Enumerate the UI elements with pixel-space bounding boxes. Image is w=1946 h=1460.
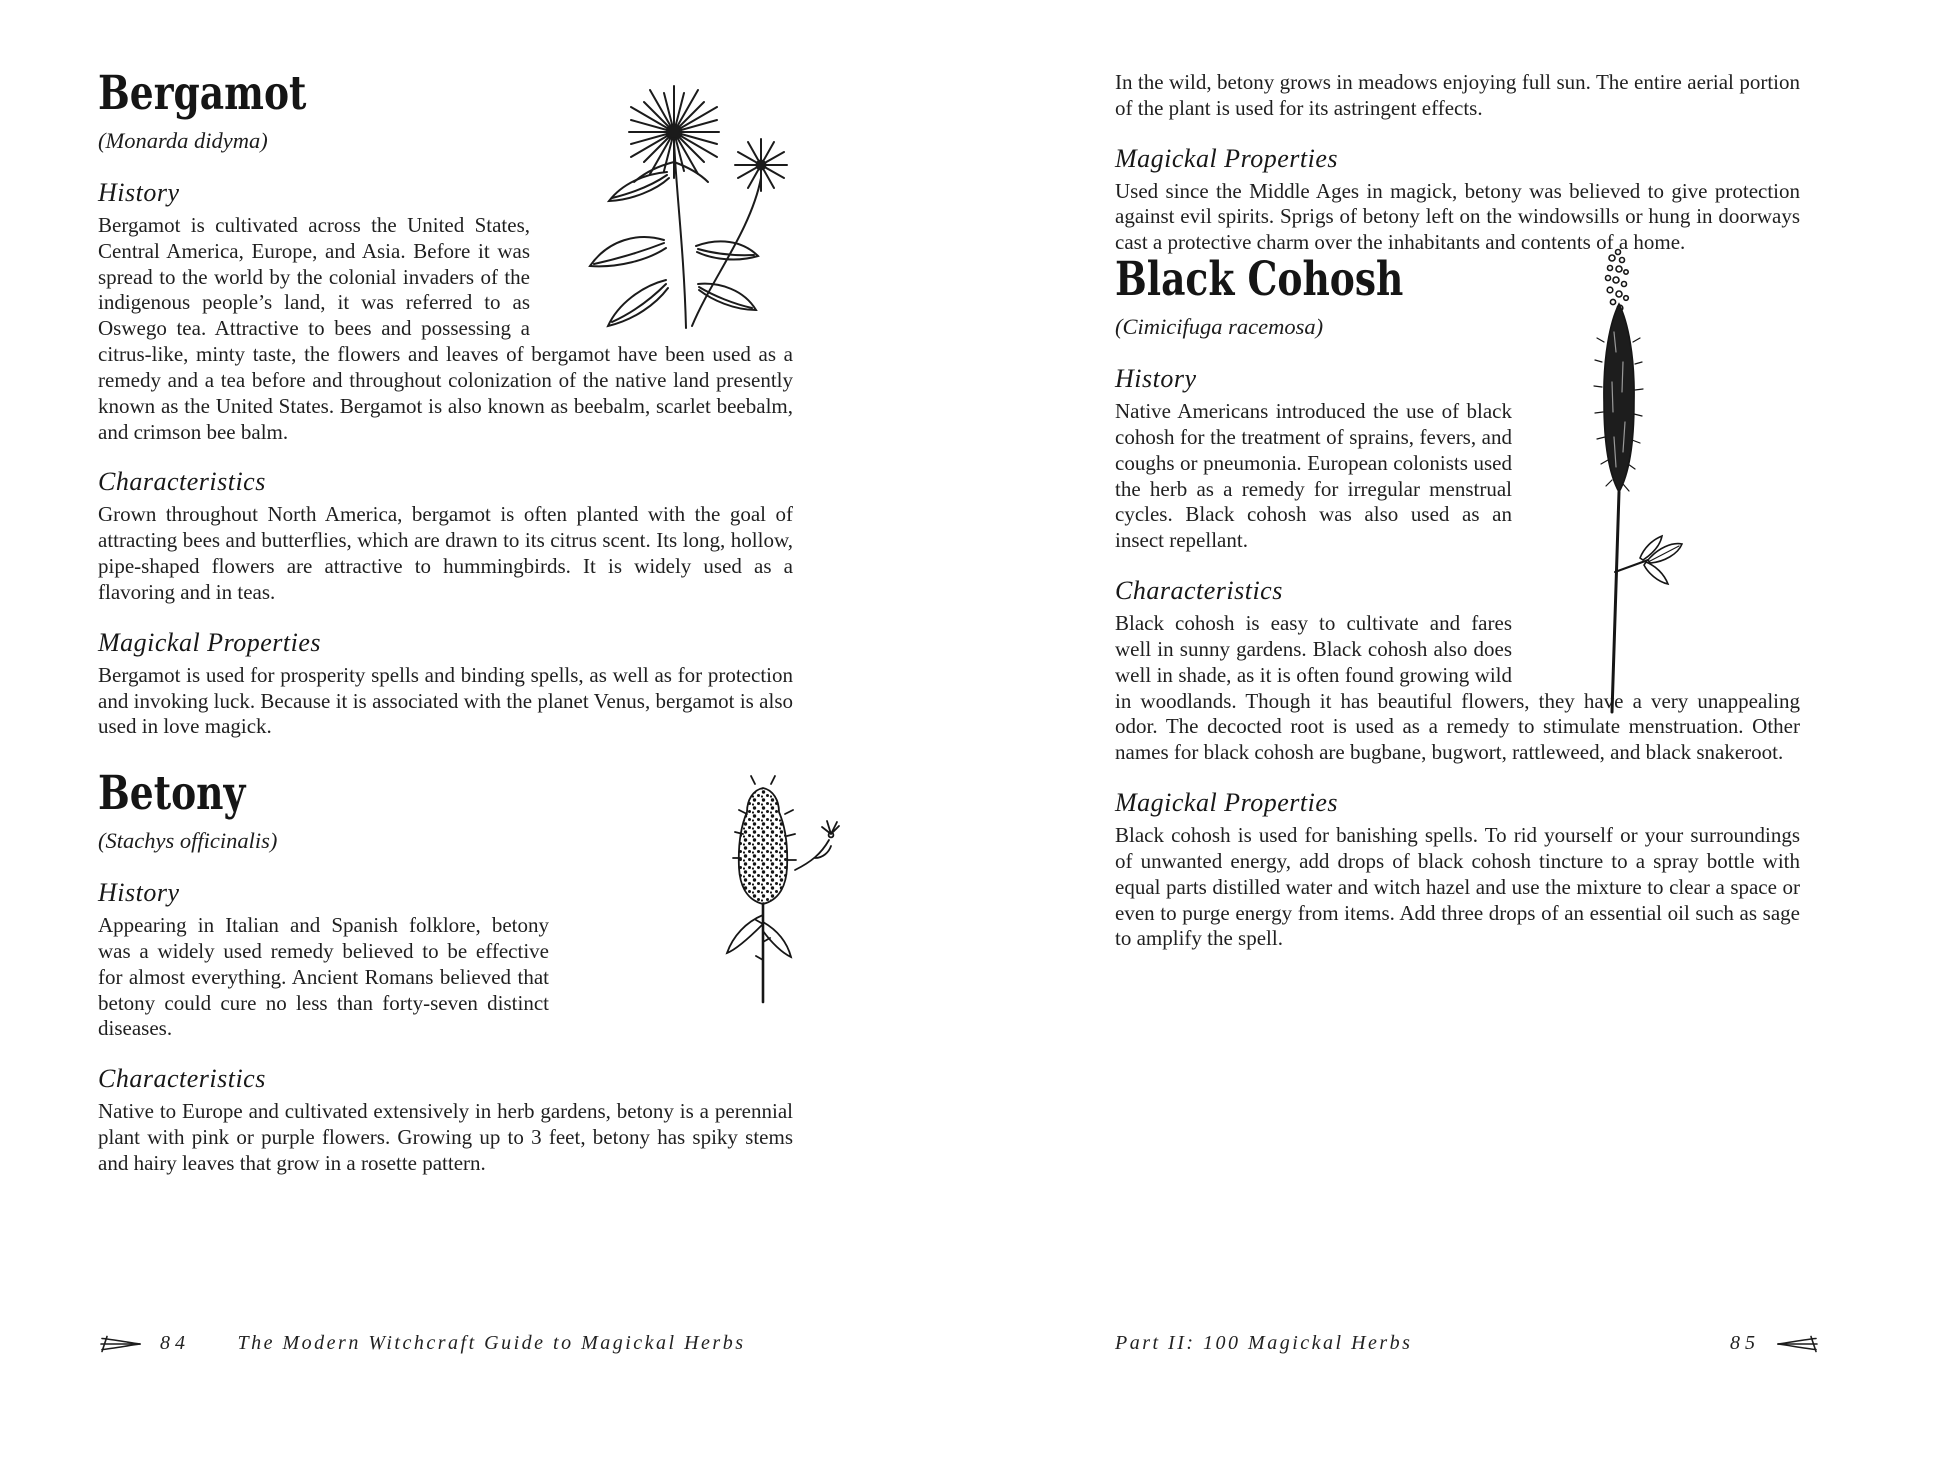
section-heading-characteristics: Characteristics — [98, 1064, 266, 1094]
history-text: Bergamot is cultivated across the United States, Central America, Europe, and Asia. Before it was spread to the world by the colonial invaders of the indigenous people’s land, it was referred to as Oswego tea. Attractive to bees and possessing a citrus-like, minty taste, the flowers and leaves of bergamot have been used as a remedy and a tea before and throughout colonization of the native land presently known as the United States. Bergamot is also known as beebalm, scarlet beebalm, and crimson bee balm. — [98, 212, 793, 444]
running-title: The Modern Witchcraft Guide to Magickal Herbs — [237, 1332, 746, 1354]
feathered-arrow-left-icon — [1774, 1335, 1820, 1353]
black-cohosh-illustration — [1524, 256, 1824, 664]
black-cohosh-raceme-icon — [1540, 242, 1690, 722]
herb-title: Bergamot — [98, 66, 307, 121]
history-text: Appearing in Italian and Spanish folklore, betony was a widely used remedy believed to be effective for almost everything. Ancient Romans believed that betony could cure no less than forty-seven distinct diseases. — [98, 913, 549, 1041]
betony-entry-continued — [1115, 70, 1800, 256]
characteristics-continuation-text: In the wild, betony grows in meadows enjoying full sun. The entire aerial portion of the plant is used for its astringent effects. — [1115, 70, 1800, 120]
history-text: Native Americans introduced the use of black cohosh for the treatment of sprains, fevers, and coughs or pneumonia. European colonists used the herb as a remedy for irregular menstrual cycles. Black cohosh was also used as an insect repellant. — [1115, 399, 1512, 553]
section-heading-characteristics: Characteristics — [98, 467, 266, 497]
herb-entry-black-cohosh — [1115, 252, 1800, 952]
left-page-footer — [98, 1332, 793, 1355]
section-heading-magickal-properties: Magickal Properties — [1115, 788, 1338, 818]
feathered-arrow-right-icon — [98, 1335, 144, 1353]
page-number: 84 — [160, 1332, 190, 1354]
characteristics-text: Black cohosh is easy to cultivate and fares well in sunny gardens. Black cohosh also does well in shade, as it is often found growing wild in woodlands. Though it has beautiful flowers, they have a very unappealing odor. The decocted root is used as a remedy to stimulate menstruation. Other names for black cohosh are bugbane, bugwort, rattleweed, and black snakeroot. — [1115, 611, 1800, 765]
right-page-footer — [1115, 1332, 1820, 1355]
page-85 — [973, 0, 1946, 1460]
section-heading-magickal-properties: Magickal Properties — [1115, 143, 1338, 173]
herb-entry-betony — [98, 766, 793, 1177]
running-title: Part II: 100 Magickal Herbs — [1115, 1332, 1413, 1354]
section-heading-characteristics: Characteristics — [1115, 576, 1283, 606]
section-heading-magickal-properties: Magickal Properties — [98, 627, 321, 657]
herb-title: Betony — [98, 766, 246, 822]
page-number: 85 — [1730, 1332, 1760, 1354]
magickal-properties-text: Bergamot is used for prosperity spells and binding spells, as well as for protection and invoking luck. Because it is associated with the planet Venus, bergamot is also used in love magick. — [98, 662, 793, 739]
characteristics-text: Native to Europe and cultivated extensively in herb gardens, betony is a perennial plant with pink or purple flowers. Growing up to 3 feet, betony has spiky stems and hairy leaves that grow in a rosette pattern. — [98, 1099, 793, 1175]
latin-name: (Stachys officinalis) — [98, 828, 278, 854]
herb-title: Black Cohosh — [1115, 252, 1404, 308]
herb-entry-bergamot — [98, 66, 793, 740]
section-heading-history: History — [98, 177, 180, 207]
latin-name: (Monarda didyma) — [98, 127, 268, 153]
characteristics-text: Grown throughout North America, bergamot is often planted with the goal of attracting bees and butterflies, which are drawn to its citrus scent. Its long, hollow, pipe-shaped flowers are attractive to hummingbirds. It is widely used as a flavoring and in teas. — [98, 502, 793, 604]
magickal-properties-text: Black cohosh is used for banishing spells. To rid yourself or your surroundings of unwanted energy, add drops of black cohosh tincture to a spray bottle with equal parts distilled water and witch hazel and use the mixture to clear a space or even to purge energy from items. Add three drops of an essential oil such as sage to amplify the spell. — [1115, 823, 1800, 951]
section-heading-history: History — [1115, 364, 1197, 394]
latin-name: (Cimicifuga racemosa) — [1115, 314, 1324, 340]
section-heading-history: History — [98, 878, 180, 908]
magickal-properties-text: Used since the Middle Ages in magick, betony was believed to give protection against evil spirits. Sprigs of betony left on the windowsills or hung in doorways cast a protective charm over the inhabitants and contents of a home. — [1115, 178, 1800, 255]
